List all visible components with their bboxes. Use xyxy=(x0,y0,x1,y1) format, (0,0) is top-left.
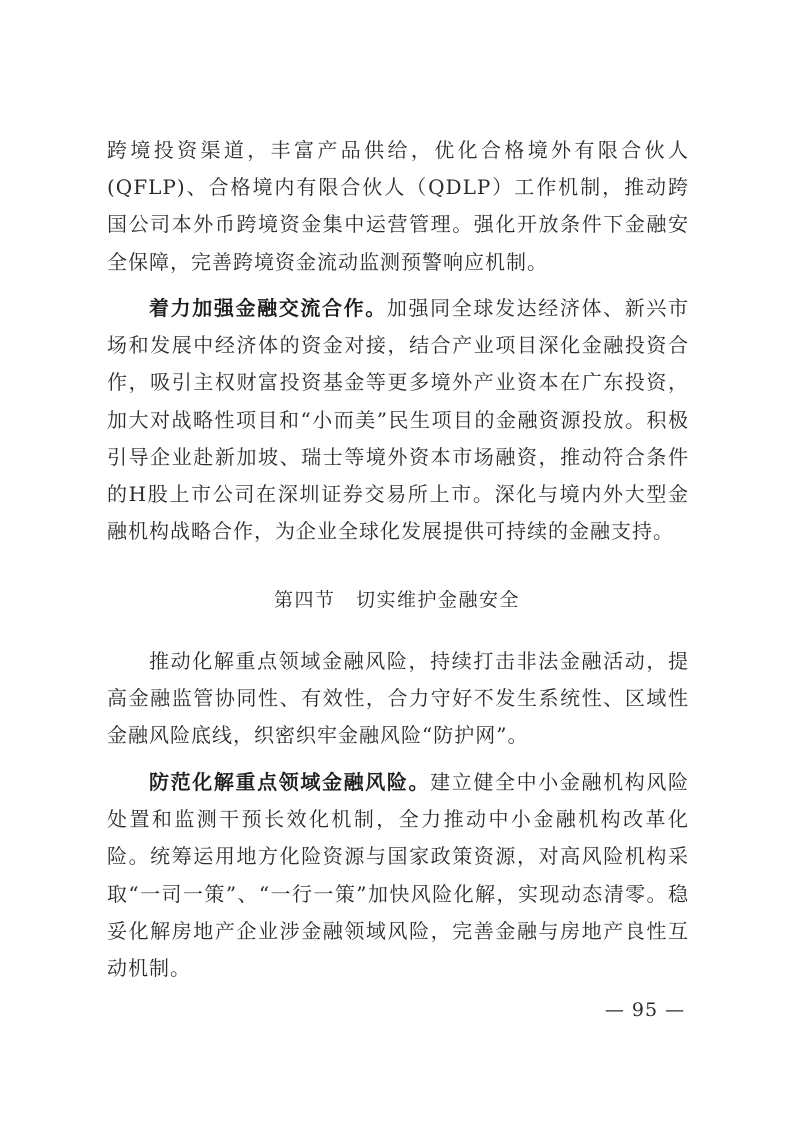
paragraph-lead-heading: 着力加强金融交流合作。 xyxy=(149,296,387,320)
paragraph-text: 建立健全中小金融机构风险处置和监测干预长效化机制，全力推动中小金融机构改革化险。统筹运用地方化险资源与国家政策资源，对高风险机构采取“一司一策”、“一行一策”加快风险化解，实现动态清零。稳妥化解房地产企业涉金融领域风险，完善金融与房地产良性互动机制。 xyxy=(107,770,689,981)
paragraph-lead-heading: 防范化解重点领域金融风险。 xyxy=(149,770,431,794)
paragraph-cross-border-investment xyxy=(107,132,689,281)
paragraph-financial-exchange-cooperation xyxy=(107,290,689,550)
paragraph-text: 加强同全球发达经济体、新兴市场和发展中经济体的资金对接，结合产业项目深化金融投资合作，吸引主权财富投资基金等更多境外产业资本在广东投资，加大对战略性项目和“小而美”民生项目的金融资源投放。积极引导企业赴新加坡、瑞士等境外资本市场融资，推动符合条件的H股上市公司在深圳证券交易所上市。深化与境内外大型金融机构战略合作，为企业全球化发展提供可持续的金融支持。 xyxy=(107,296,689,544)
paragraph-risk-prevention xyxy=(107,764,689,987)
paragraph-section-intro xyxy=(107,643,689,755)
paragraph-text: 跨境投资渠道，丰富产品供给，优化合格境外有限合伙人(QFLP)、合格境内有限合伙人（QDLP）工作机制，推动跨国公司本外币跨境资金集中运营管理。强化开放条件下金融安全保障，完善跨境资金流动监测预警响应机制。 xyxy=(107,138,689,274)
section-heading: 第四节 切实维护金融安全 xyxy=(273,589,520,611)
paragraph-text: 推动化解重点领域金融风险，持续打击非法金融活动，提高金融监管协同性、有效性，合力守好不发生系统性、区域性金融风险底线，织密织牢金融风险“防护网”。 xyxy=(107,649,689,748)
page-number: — 95 — xyxy=(604,999,686,1021)
